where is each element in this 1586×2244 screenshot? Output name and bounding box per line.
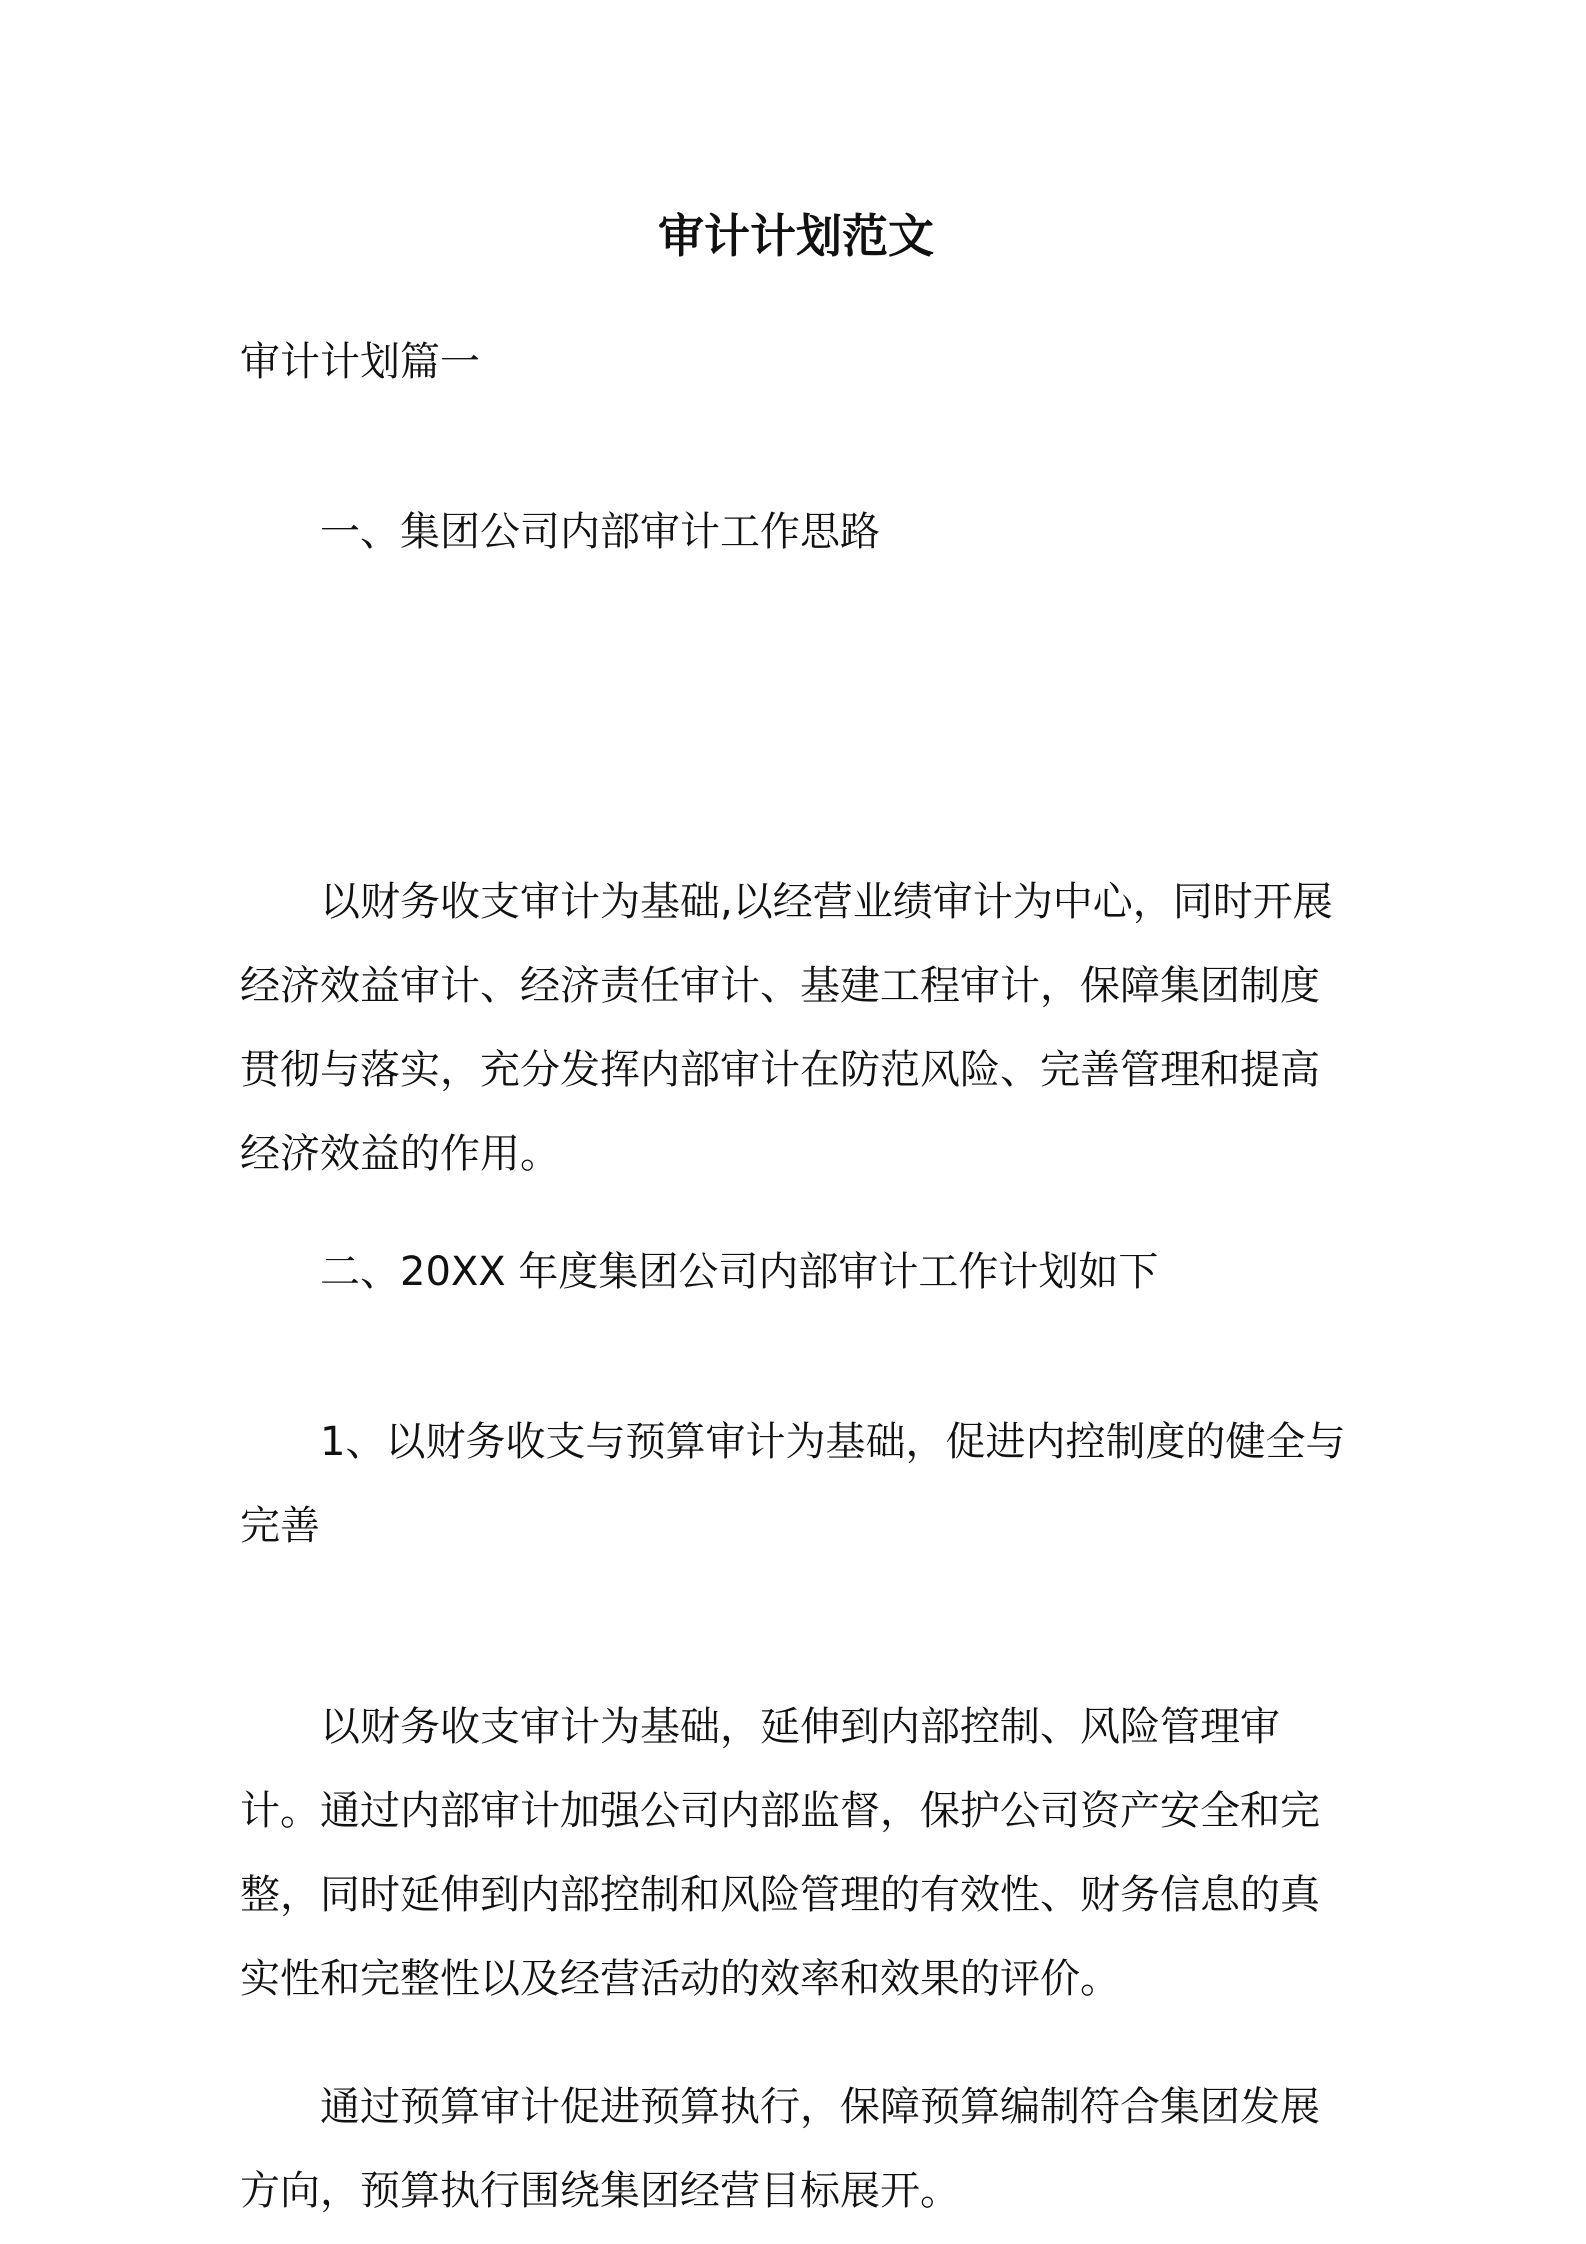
heading-audit-approach: 一、集团公司内部审计工作思路 (320, 509, 880, 555)
heading-annual-plan: 二、20XX 年度集团公司内部审计工作计划如下 (320, 1249, 1159, 1295)
paragraph-audit-approach: 以财务收支审计为基础,以经营业绩审计为中心，同时开展经济效益审计、经济责任审计、基建工程审计，保障集团制度贯彻与落实，充分发挥内部审计在防范风险、完善管理和提高经济效益的作用。 (240, 879, 1333, 1177)
subheading-financial-budget-audit: 1、以财务收支与预算审计为基础，促进内控制度的健全与完善 (240, 1419, 1346, 1549)
paragraph-budget-execution: 通过预算审计促进预算执行，保障预算编制符合集团发展方向，预算执行围绕集团经营目标展开。 (240, 2084, 1320, 2214)
document-title: 审计计划范文 (658, 209, 934, 263)
section-label: 审计计划篇一 (240, 339, 480, 385)
paragraph-internal-control-risk: 以财务收支审计为基础，延伸到内部控制、风险管理审计。通过内部审计加强公司内部监督，保护公司资产安全和完整，同时延伸到内部控制和风险管理的有效性、财务信息的真实性和完整性以及经营活动的效率和效果的评价。 (240, 1704, 1320, 2002)
